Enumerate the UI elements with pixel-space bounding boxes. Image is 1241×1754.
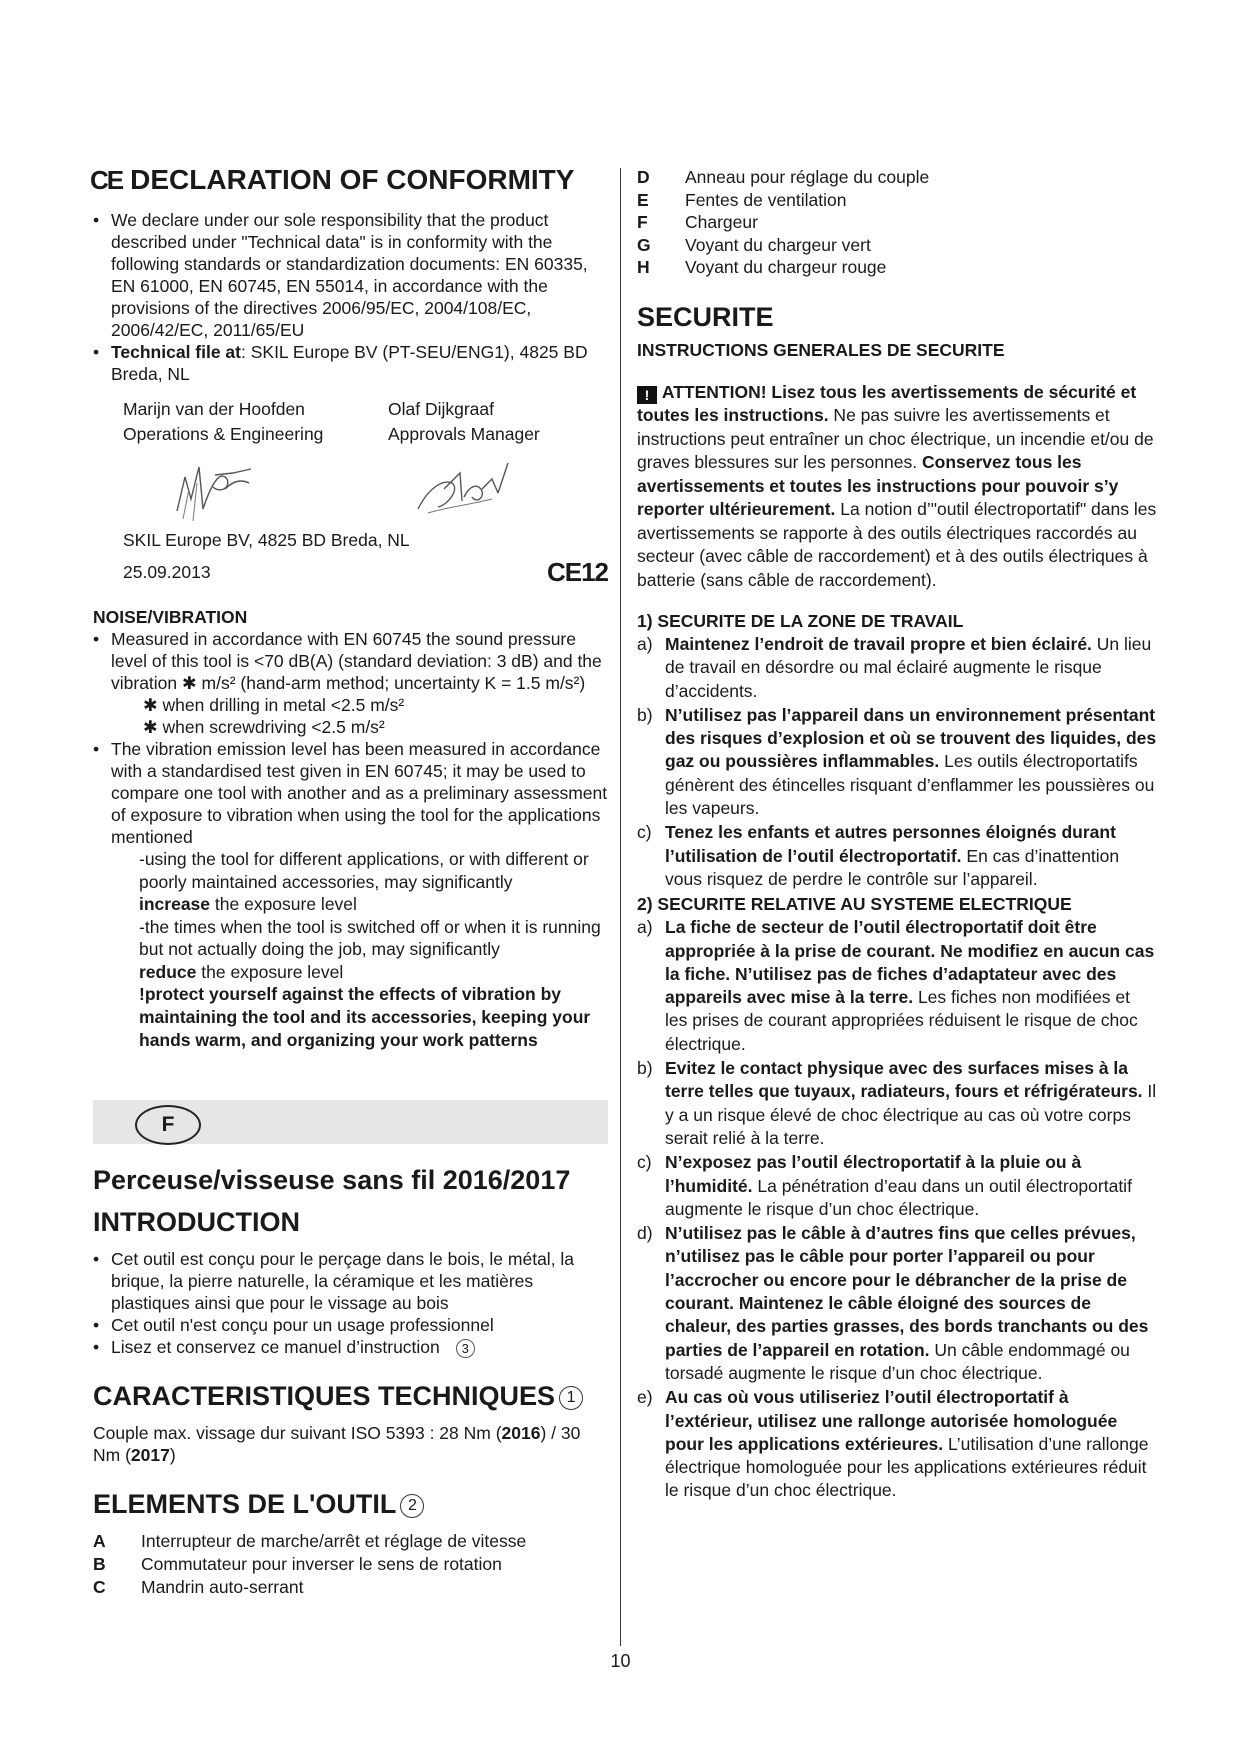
torque-year-2: 2017: [130, 1445, 170, 1465]
tech-title-text: CARACTERISTIQUES TECHNIQUES: [93, 1381, 556, 1411]
product-title: Perceuse/visseuse sans fil 2016/2017: [93, 1165, 571, 1195]
safety-item: [637, 704, 1157, 820]
part-row: [637, 211, 1157, 234]
intro-bullet-2: • Cet outil n'est conçu pour un usage professionnel: [93, 1314, 608, 1336]
work-area-items: [637, 633, 1157, 891]
part-key: A: [93, 1531, 106, 1551]
noise-heading: NOISE/VIBRATION: [93, 607, 248, 627]
part-key: B: [93, 1554, 106, 1574]
torque-year-1: 2016: [501, 1423, 541, 1443]
figure-ref-1: 1: [559, 1386, 583, 1410]
signature-1: [163, 449, 273, 529]
dash-increase: [93, 848, 608, 916]
vibration-bullet: • The vibration emission level has been measured in accordance with a standardised test given in EN 60745; it may be used to compare one tool with another and as a preliminary assessment of exposure to vibration when using the tool for the applications mentioned: [93, 738, 608, 848]
item-bold: Au cas où vous utiliseriez l’outil électroportatif à l’extérieur, utilisez une rallonge autorisée homologuée pour les applications extérieures.: [665, 1387, 1118, 1454]
safety-item: [637, 1222, 1157, 1385]
item-bold: N’utilisez pas le câble à d’autres fins que celles prévues, n’utilisez pas le câble pour porter l’appareil ou pour l’accrocher ou encore pour le débrancher de la prise de courant. Maintenez le câble éloigné des sources de chaleur, des parties grasses, des bords tranchants ou des parties de l’appareil en rotation.: [665, 1223, 1149, 1360]
item-text: En cas d’inattention vous risquez de perdre le contrôle sur l’appareil.: [665, 845, 1120, 889]
item-letter: c): [637, 1152, 652, 1173]
dash-reduce-text: -the times when the tool is switched off or when it is running but not actually doing the job, may significantly: [139, 916, 601, 959]
part-row: [93, 1576, 608, 1599]
item-bold: N’utilisez pas l’appareil dans un environnement présentant des risques d’explosion et où se trouvent des liquides, des gaz ou poussières inflammables.: [665, 704, 1157, 772]
dash-increase-end: the exposure level: [210, 894, 357, 914]
dash-increase-bold: increase: [139, 894, 211, 914]
introduction-list: [93, 1248, 608, 1358]
signatures: [123, 447, 608, 527]
right-column: [637, 166, 1157, 1503]
part-row: [637, 234, 1157, 257]
item-text: Les fiches non modifiées et les prises de courant appropriées réduisent le risque de choc électrique.: [665, 987, 1138, 1054]
parts-list-left: [93, 1530, 608, 1599]
part-row: [93, 1530, 608, 1553]
noise-bullet: • Measured in accordance with EN 60745 the sound pressure level of this tool is <70 dB(A) (standard deviation: 3 dB) and the vibration ✱ m/s² (hand-arm method; uncertainty K = 1.5 m/s²): [93, 628, 608, 694]
item-bold: Tenez les enfants et autres personnes éloignés durant l’utilisation de l’outil électroportatif.: [665, 822, 1116, 866]
elements-title-text: ELEMENTS DE L'OUTIL: [93, 1489, 397, 1519]
tech-title: [93, 1380, 608, 1412]
torque-text-3: ): [169, 1445, 176, 1465]
parts-list-right: [637, 166, 1157, 279]
part-label: Commutateur pour inverser le sens de rotation: [141, 1554, 502, 1574]
intro-bullet-1: • Cet outil est conçu pour le perçage dans le bois, le métal, la brique, la pierre naturelle, la céramique et les matières plastiques ainsi que pour le vissage au bois: [93, 1248, 608, 1314]
item-letter: d): [637, 1223, 653, 1244]
safety-item: [637, 633, 1157, 703]
item-text: Un lieu de travail en désordre ou mal éclairé augmente le risque d’accidents.: [665, 634, 1152, 701]
signer2-name: Olaf Dijkgraaf: [388, 399, 495, 419]
securite-title: SECURITE: [637, 301, 774, 332]
safety-item: [637, 1057, 1157, 1150]
dash-reduce: [93, 916, 608, 984]
general-warning: [637, 381, 1157, 593]
safety-item: [637, 1386, 1157, 1502]
item-letter: e): [637, 1387, 653, 1408]
part-key: F: [637, 212, 648, 232]
safety-item: [637, 916, 1157, 1056]
signer1-name: Marijn van der Hoofden: [123, 399, 305, 419]
technical-file-bullet: [93, 341, 608, 385]
item-letter: b): [637, 1058, 653, 1079]
electrical-items: [637, 916, 1157, 1502]
part-row: [637, 256, 1157, 279]
declaration-list: [93, 209, 608, 385]
dash-reduce-end: the exposure level: [196, 961, 344, 982]
part-label: Voyant du chargeur vert: [685, 234, 871, 255]
item-bold: Maintenez l’endroit de travail propre et bien éclairé.: [665, 634, 1092, 654]
signatories: [123, 397, 608, 447]
company-address: SKIL Europe BV, 4825 BD Breda, NL: [123, 530, 410, 550]
part-key: H: [637, 257, 650, 277]
vibration-list: [93, 738, 608, 848]
warning-text-2: La notion d’"outil électroportatif" dans les avertissements se rapporte à des outils électriques raccordés au secteur (avec câble de raccordement) et à des outils électriques à batterie (sans câble de raccordement).: [637, 499, 1157, 590]
signer2-title: Approvals Manager: [388, 424, 540, 444]
item-text: Il y a un risque élevé de choc électrique au cas où votre corps serait relié à la terre.: [665, 1081, 1157, 1148]
figure-ref-2: 2: [400, 1494, 424, 1518]
protect-note: !protect yourself against the effects of vibration by maintaining the tool and its accessories, keeping your hands warm, and organizing your work patterns: [139, 984, 591, 1050]
part-row: [637, 166, 1157, 189]
part-row: [637, 189, 1157, 212]
securite-subtitle: INSTRUCTIONS GENERALES DE SECURITE: [637, 339, 1005, 360]
part-key: C: [93, 1577, 106, 1597]
warning-bold-2: Conservez tous les avertissements et toutes les instructions pour pouvoir s’y reporter ultérieurement.: [637, 452, 1119, 519]
item-bold: N’exposez pas l’outil électroportatif à la pluie ou à l’humidité.: [665, 1152, 1082, 1196]
noise-list: [93, 628, 608, 694]
part-key: D: [637, 167, 650, 187]
dash-reduce-bold: reduce: [139, 961, 197, 982]
introduction-title: INTRODUCTION: [93, 1207, 300, 1237]
torque-text-1: Couple max. vissage dur suivant ISO 5393 : 28 Nm (: [93, 1423, 502, 1443]
ce-mark: CE: [90, 165, 123, 195]
item-text: L’utilisation d’une rallonge électrique homologuée pour les applications extérieures réduit le risque d’un choc électrique.: [665, 1433, 1149, 1501]
torque-text-2: ) / 30 Nm (: [93, 1423, 581, 1465]
item-text: Un câble endommagé ou torsadé augmente le risque d’un choc électrique.: [665, 1339, 1130, 1383]
item-letter: c): [637, 822, 652, 843]
part-label: Interrupteur de marche/arrêt et réglage de vitesse: [141, 1531, 527, 1551]
column-divider: [620, 168, 621, 1646]
left-column: [90, 163, 608, 1599]
intro-bullet-3-text: Lisez et conservez ce manuel d’instruction: [111, 1337, 440, 1357]
safety-item: [637, 821, 1157, 891]
declaration-title: DECLARATION OF CONFORMITY: [130, 164, 575, 195]
signature-2: [408, 449, 528, 529]
declaration-heading: [90, 163, 608, 197]
section-electrical-heading: 2) SECURITE RELATIVE AU SYSTEME ELECTRIQUE: [637, 894, 1072, 915]
note-screwdriving: ✱ when screwdriving <2.5 m/s²: [143, 717, 385, 737]
language-badge: F: [135, 1105, 201, 1145]
figure-ref-3: 3: [456, 1339, 475, 1358]
technical-file-text: : SKIL Europe BV (PT-SEU/ENG1), 4825 BD Breda, NL: [111, 342, 588, 384]
intro-bullet-3: [93, 1336, 608, 1358]
item-bold: Evitez le contact physique avec des surfaces mises à la terre telles que tuyaux, radiateurs, fours et réfrigérateurs.: [665, 1058, 1143, 1102]
item-bold: La fiche de secteur de l’outil électroportatif doit être appropriée à la prise de courant. Ne modifiez en aucun cas la fiche. N’utilisez pas de fiches d’adaptateur avec des appareils avec mise à la terre.: [665, 917, 1155, 1008]
warning-bold-1: ATTENTION! Lisez tous les avertissements de sécurité et toutes les instructions.: [637, 381, 1137, 425]
warning-icon: !: [637, 386, 657, 404]
signer1-title: Operations & Engineering: [123, 424, 324, 444]
item-text: Les outils électroportatifs génèrent des étincelles risquant d’enflammer les poussières ou les vapeurs.: [665, 751, 1155, 819]
date-row: [123, 557, 608, 588]
elements-title: [93, 1488, 608, 1520]
technical-file-label: Technical file at: [111, 342, 241, 362]
torque-spec: [93, 1422, 608, 1466]
part-key: G: [637, 234, 651, 255]
item-text: La pénétration d’eau dans un outil électroportatif augmente le risque d’un choc électrique.: [665, 1175, 1132, 1219]
note-drilling: ✱ when drilling in metal <2.5 m/s²: [143, 695, 405, 715]
part-row: [93, 1553, 608, 1576]
part-label: Anneau pour réglage du couple: [685, 167, 930, 187]
language-band: [93, 1100, 608, 1144]
part-key: E: [637, 189, 649, 210]
part-label: Fentes de ventilation: [685, 189, 847, 210]
ce12-mark: CE12: [546, 557, 608, 587]
declaration-bullet: • We declare under our sole responsibility that the product described under "Technical data" is in conformity with the following standards or standardization documents: EN 60335, EN 61000, EN 60745, EN 55014, in accordance with the provisions of the directives 2006/95/EC, 2004/108/EC, 2006/42/EC, 2011/65/EU: [93, 209, 608, 341]
safety-item: [637, 1151, 1157, 1221]
item-letter: b): [637, 704, 653, 725]
item-letter: a): [637, 917, 653, 938]
declaration-date: 25.09.2013: [123, 562, 211, 582]
warning-text-1: Ne pas suivre les avertissements et instructions peut entraîner un choc électrique, un incendie et/ou de graves blessures sur les personnes.: [637, 405, 1154, 472]
part-label: Voyant du chargeur rouge: [685, 257, 887, 277]
item-letter: a): [637, 634, 653, 654]
page-number: 10: [610, 1651, 631, 1671]
part-label: Chargeur: [685, 212, 758, 232]
part-label: Mandrin auto-serrant: [141, 1577, 304, 1597]
section-work-area-heading: 1) SECURITE DE LA ZONE DE TRAVAIL: [637, 611, 964, 631]
dash-increase-text: -using the tool for different applications, or with different or poorly maintained accessories, may significantly: [139, 849, 589, 892]
